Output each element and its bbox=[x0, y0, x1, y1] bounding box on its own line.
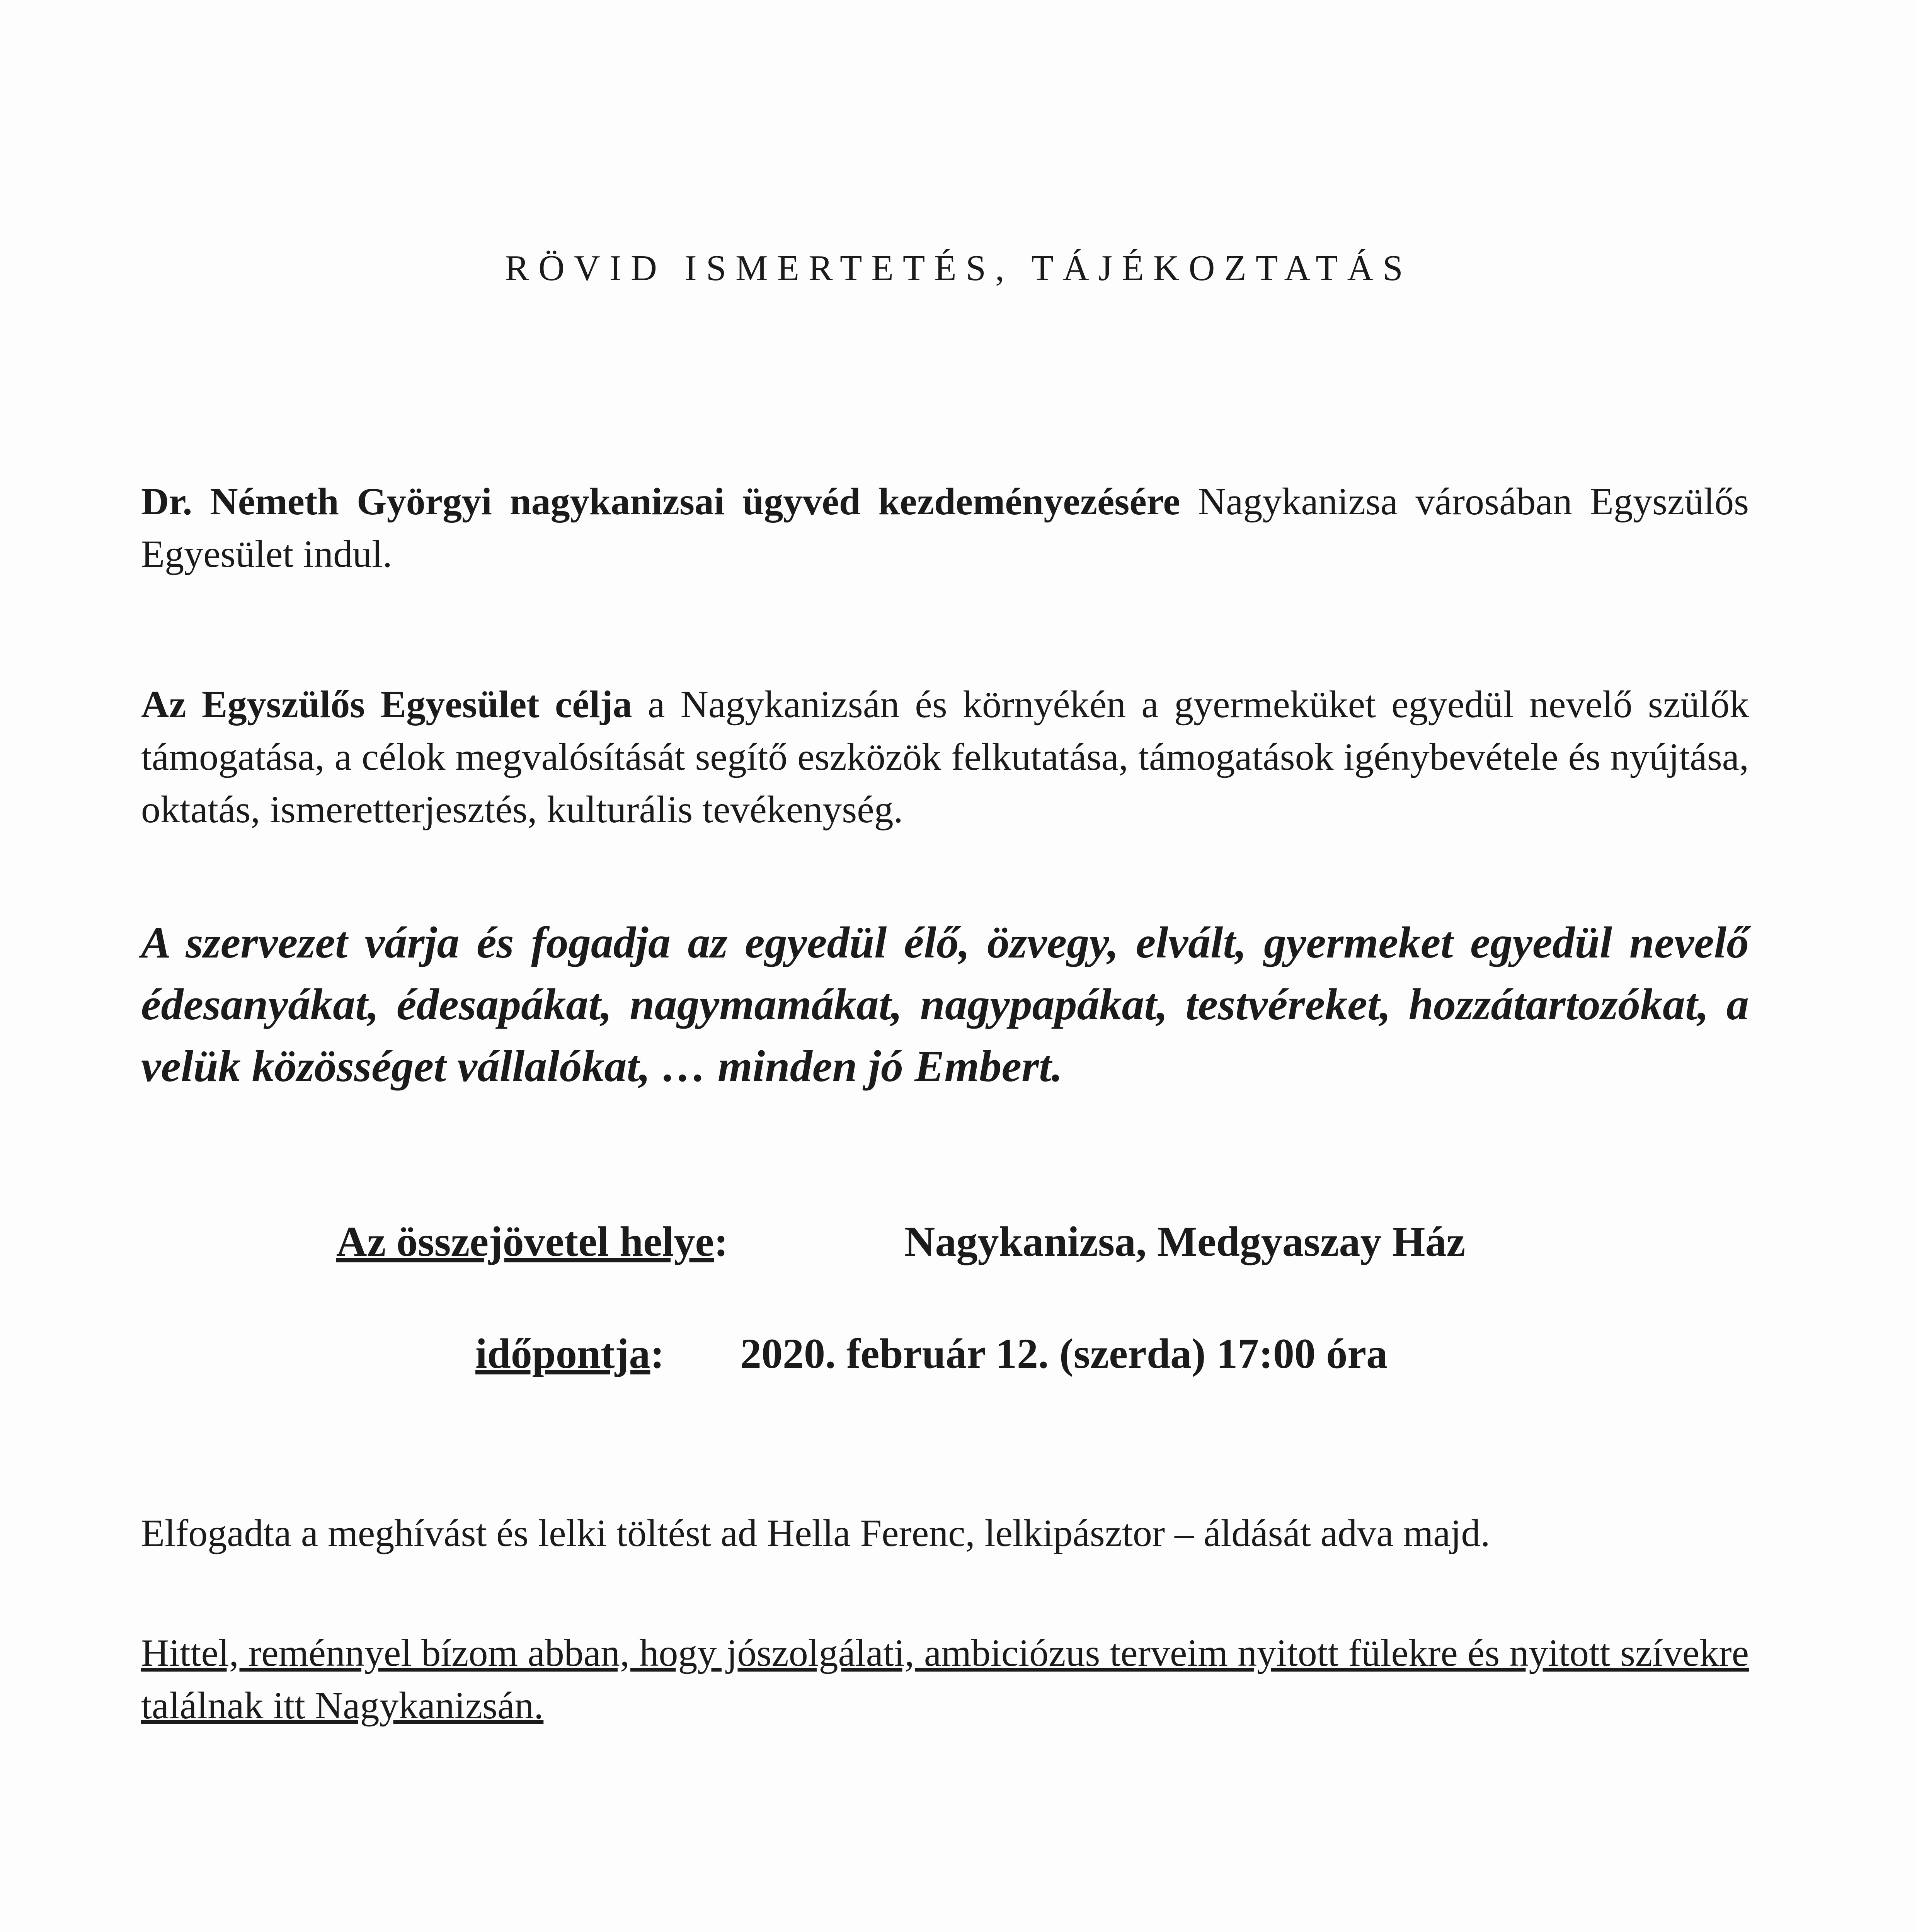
time-colon: : bbox=[650, 1330, 664, 1377]
blessing-paragraph: Elfogadta a meghívást és lelki töltést ad Hella Ferenc, lelkipásztor – áldását adva majd. bbox=[141, 1512, 1490, 1554]
venue-colon: : bbox=[714, 1218, 729, 1265]
time-label bbox=[475, 1329, 664, 1378]
goal-rest: a Nagykanizsán és környékén a gyermeküket egyedül nevelő szülők támogatása, a célok megvalósítását segítő eszközök felkutatása, támogatások igénybevétele és nyújtása, oktatás, ismeretterjesztés, kulturális tevékenység. bbox=[141, 683, 1749, 831]
invitation-paragraph: A szervezet várja és fogadja az egyedül élő, özvegy, elvált, gyermeket egyedül nevelő édesanyákat, édesapákat, nagymamákat, nagypapákat, testvéreket, hozzátartozókat, a velük közösséget vállalókat, … minden jó Embert. bbox=[141, 918, 1749, 1091]
time-value: 2020. február 12. (szerda) 17:00 óra bbox=[740, 1330, 1388, 1377]
intro-bold: Dr. Németh Györgyi nagykanizsai ügyvéd kezdeményezésére bbox=[141, 480, 1180, 523]
venue-value: Nagykanizsa, Medgyaszay Ház bbox=[904, 1218, 1466, 1265]
goal-bold: Az Egyszülős Egyesület célja bbox=[141, 683, 632, 726]
time-label-text: időpontja bbox=[475, 1330, 650, 1377]
venue-label-text: Az összejövetel helye bbox=[336, 1218, 714, 1265]
document-title: RÖVID ISMERTETÉS, TÁJÉKOZTATÁS bbox=[505, 248, 1412, 288]
intro-paragraph bbox=[141, 475, 1749, 580]
venue-label bbox=[336, 1217, 728, 1266]
goal-paragraph bbox=[141, 678, 1749, 836]
intro-rest: Nagykanizsa városában Egyszülős Egyesület indul. bbox=[141, 480, 1749, 575]
closing-paragraph: Hittel, reménnyel bízom abban, hogy jószolgálati, ambiciózus terveim nyitott fülekre és nyitott szívekre találnak itt Nagykanizsán. bbox=[141, 1631, 1749, 1727]
